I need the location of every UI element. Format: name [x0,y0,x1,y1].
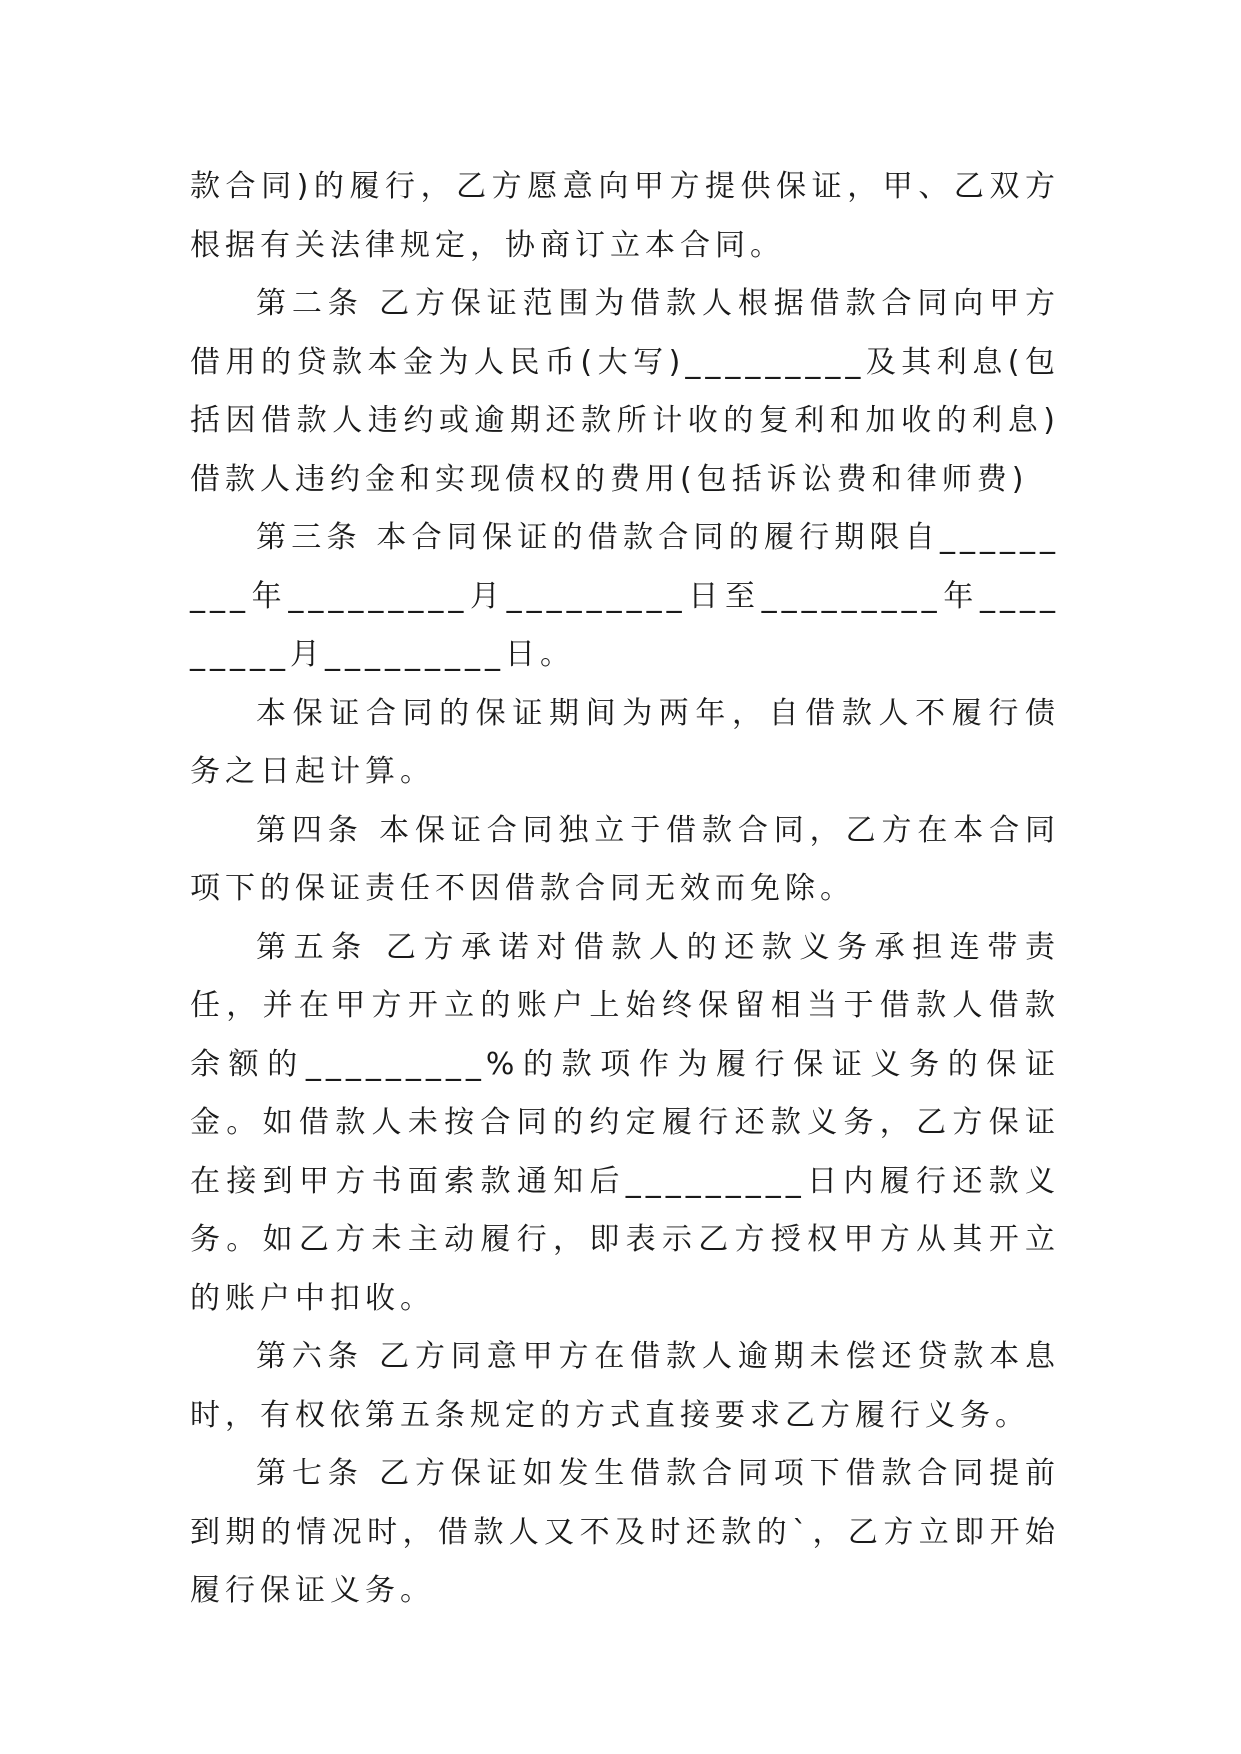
paragraph-article-6: 第六条 乙方同意甲方在借款人逾期未偿还贷款本息时，有权依第五条规定的方式直接要求乙方履行义务。 [190,1339,1060,1433]
paragraph-guarantee-period: 本保证合同的保证期间为两年，自借款人不履行债务之日起计算。 [190,695,1060,789]
paragraph-article-3: 第三条 本合同保证的借款合同的履行期限自_________年_________月_________日至_________年_________月_________日。 [190,520,1060,672]
document-body [190,158,1060,1621]
paragraph-continuation: 款合同)的履行，乙方愿意向甲方提供保证，甲、乙双方根据有关法律规定，协商订立本合同。 [190,169,1060,263]
paragraph-article-2: 第二条 乙方保证范围为借款人根据借款合同向甲方借用的贷款本金为人民币(大写)_________及其利息(包括因借款人违约或逾期还款所计收的复利和加收的利息)借款人违约金和实现债权的费用(包括诉讼费和律师费) [190,286,1060,497]
paragraph-article-4: 第四条 本保证合同独立于借款合同，乙方在本合同项下的保证责任不因借款合同无效而免除。 [190,812,1060,906]
paragraph-article-7: 第七条 乙方保证如发生借款合同项下借款合同提前到期的情况时，借款人又不及时还款的`，乙方立即开始履行保证义务。 [190,1456,1060,1608]
paragraph-article-5: 第五条 乙方承诺对借款人的还款义务承担连带责任，并在甲方开立的账户上始终保留相当于借款人借款余额的_________%的款项作为履行保证义务的保证金。如借款人未按合同的约定履行还款义务，乙方保证在接到甲方书面索款通知后_________日内履行还款义务。如乙方未主动履行，即表示乙方授权甲方从其开立的账户中扣收。 [190,929,1060,1316]
